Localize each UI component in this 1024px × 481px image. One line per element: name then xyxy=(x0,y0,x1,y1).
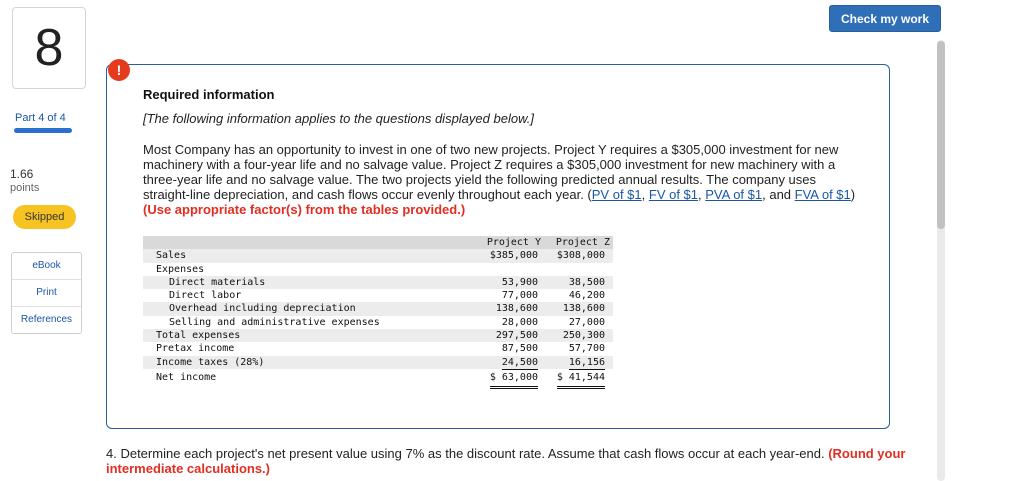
row-label: Net income xyxy=(156,371,217,383)
table-row xyxy=(143,316,613,329)
value-project-z: $308,000 xyxy=(556,250,605,262)
question-body: 4. Determine each project's net present value using 7% as the discount rate. Assume that cash flows occur at each year-end. xyxy=(106,446,829,461)
row-label: Income taxes (28%) xyxy=(156,356,265,368)
value-project-y: 24,500 xyxy=(502,356,538,370)
separator: , and xyxy=(762,187,795,202)
value-project-y: 87,500 xyxy=(501,343,538,355)
points-label: points xyxy=(10,182,40,194)
column-header-project-z: Project Z xyxy=(555,237,610,248)
table-row xyxy=(143,342,613,355)
table-row xyxy=(143,249,613,262)
pv-table-link[interactable]: PV of $1 xyxy=(591,187,642,202)
value-project-z: 138,600 xyxy=(562,303,605,315)
ebook-link[interactable]: eBook xyxy=(12,253,81,280)
required-info-title: Required information xyxy=(143,87,275,102)
points-value: 1.66 xyxy=(10,167,34,181)
value-project-y: 53,900 xyxy=(501,276,538,288)
table-row xyxy=(143,263,613,276)
table-row xyxy=(143,329,613,342)
value-project-z: 16,156 xyxy=(569,356,605,370)
value-project-z: 57,700 xyxy=(568,343,605,355)
table-row xyxy=(143,276,613,289)
row-label: Pretax income xyxy=(156,343,235,355)
check-my-work-button[interactable]: Check my work xyxy=(829,5,941,32)
row-label: Direct materials xyxy=(169,276,266,288)
fv-table-link[interactable]: FV of $1 xyxy=(648,187,699,202)
required-info-subtitle: [The following information applies to the questions displayed below.] xyxy=(143,111,534,126)
value-project-z: 250,300 xyxy=(562,330,605,342)
value-project-z: $ 41,544 xyxy=(557,369,605,389)
value-project-z: 27,000 xyxy=(569,316,605,330)
row-label: Overhead including depreciation xyxy=(169,303,356,315)
row-label: Expenses xyxy=(156,263,205,275)
part-label: Part 4 of 4 xyxy=(15,112,66,124)
row-label: Direct labor xyxy=(169,290,242,302)
row-label: Sales xyxy=(156,250,187,262)
question-number: 8 xyxy=(12,7,86,89)
status-badge: Skipped xyxy=(13,205,76,229)
scrollbar-thumb[interactable] xyxy=(937,41,945,229)
table-row xyxy=(143,369,613,386)
value-project-y: 138,600 xyxy=(495,303,538,315)
value-project-z: 38,500 xyxy=(568,276,605,288)
value-project-y: 28,000 xyxy=(502,316,538,330)
fva-table-link[interactable]: FVA of $1 xyxy=(794,187,851,202)
question-text xyxy=(106,446,926,476)
value-project-y: 77,000 xyxy=(501,290,538,302)
table-row xyxy=(143,289,613,302)
separator: , xyxy=(698,187,706,202)
tools-panel xyxy=(11,252,82,334)
column-header-project-y: Project Y xyxy=(486,237,541,248)
question-instruction: (Round your intermediate calculations.) xyxy=(106,446,906,476)
paragraph-text: Most Company has an opportunity to invest in one of two new projects. Project Y requires a $305,000 investment for new machinery with a four-year life and no salvage value. Project Z requires a $305,000 investment for new machinery with a three-year life and no salvage value. The two projects yield the following predicted annual results. The company uses straight-line depreciation, and cash flows occur evenly throughout each year. ( xyxy=(143,142,839,202)
alert-icon: ! xyxy=(108,59,130,81)
separator: , xyxy=(641,187,649,202)
close-paren: ) xyxy=(850,187,856,202)
value-project-y: 297,500 xyxy=(495,330,538,342)
value-project-z: 46,200 xyxy=(568,290,605,302)
points-display xyxy=(10,167,39,195)
table-row xyxy=(143,356,613,369)
financial-table xyxy=(143,236,613,386)
table-row xyxy=(143,302,613,315)
references-link[interactable]: References xyxy=(20,314,73,325)
row-label: Selling and administrative expenses xyxy=(169,316,380,328)
part-progress-bar xyxy=(14,128,72,133)
print-link[interactable]: Print xyxy=(12,280,81,307)
table-header-row xyxy=(143,236,613,249)
value-project-y: $385,000 xyxy=(489,250,538,262)
value-project-y: $ 63,000 xyxy=(490,369,538,389)
row-label: Total expenses xyxy=(156,330,241,342)
problem-paragraph xyxy=(143,142,863,217)
pva-table-link[interactable]: PVA of $1 xyxy=(705,187,763,202)
factor-instruction: (Use appropriate factor(s) from the tables provided.) xyxy=(143,202,466,217)
